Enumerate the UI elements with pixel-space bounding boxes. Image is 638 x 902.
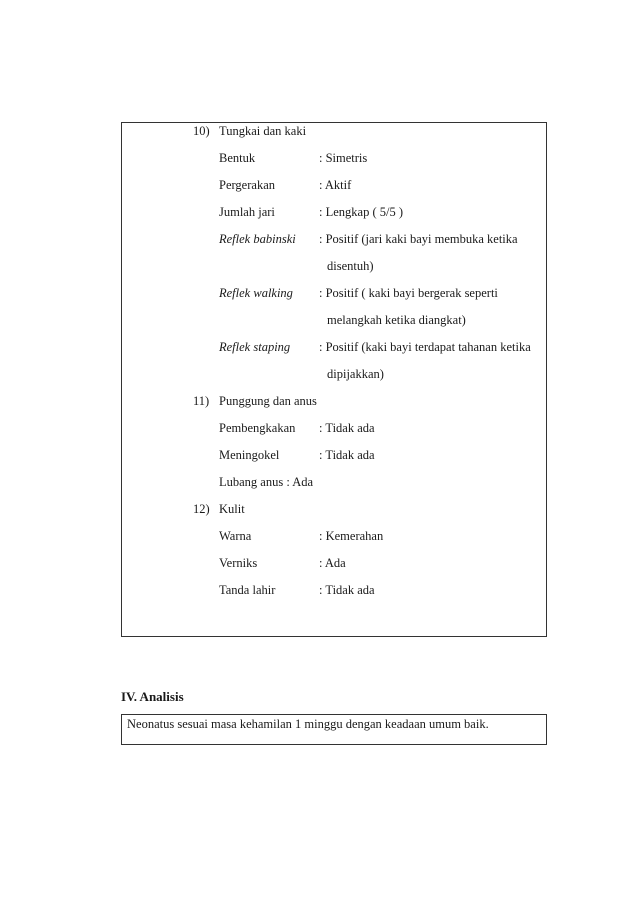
row-value: : Ada — [319, 556, 346, 570]
row-label: Verniks — [219, 556, 258, 570]
row-value: : Positif (jari kaki bayi membuka ketika — [319, 232, 518, 246]
row-label: Reflek babinski — [219, 232, 296, 246]
analysis-box — [121, 714, 547, 745]
analysis-heading: IV. Analisis — [121, 689, 184, 704]
row-label: Pembengkakan — [219, 421, 296, 435]
row-label: Reflek walking — [219, 286, 293, 300]
row-value: : Positif (kaki bayi terdapat tahanan ketika — [319, 340, 531, 354]
row-label: Pergerakan — [219, 178, 275, 192]
row-value: : Simetris — [319, 151, 368, 165]
row-label: Reflek staping — [219, 340, 291, 354]
row-label: Tanda lahir — [219, 583, 276, 597]
row-value-continued: melangkah ketika diangkat) — [327, 313, 466, 327]
row-value: : Lengkap ( 5/5 ) — [319, 205, 404, 219]
row-value: : Tidak ada — [319, 421, 375, 435]
row-value: : Aktif — [319, 178, 352, 192]
row-value: : Tidak ada — [319, 583, 375, 597]
row-value: : Kemerahan — [319, 529, 384, 543]
analysis-text: Neonatus sesuai masa kehamilan 1 minggu dengan keadaan umum baik. — [127, 717, 489, 731]
section-11-number: 11) — [193, 394, 210, 408]
section-10-number: 10) — [193, 124, 210, 138]
row-value-continued: disentuh) — [327, 259, 374, 273]
row-value: : Tidak ada — [319, 448, 375, 462]
row-label: Meningokel — [219, 448, 280, 462]
section-12-title: Kulit — [219, 502, 245, 516]
row-value-continued: dipijakkan) — [327, 367, 384, 381]
row-value: : Positif ( kaki bayi bergerak seperti — [319, 286, 498, 300]
section-12-number: 12) — [193, 502, 210, 516]
section-11-title: Punggung dan anus — [219, 394, 317, 408]
row-label: Bentuk — [219, 151, 256, 165]
section-10-title: Tungkai dan kaki — [219, 124, 307, 138]
row-label: Jumlah jari — [219, 205, 275, 219]
row-label: Warna — [219, 529, 252, 543]
row-label: Lubang anus : Ada — [219, 475, 314, 489]
